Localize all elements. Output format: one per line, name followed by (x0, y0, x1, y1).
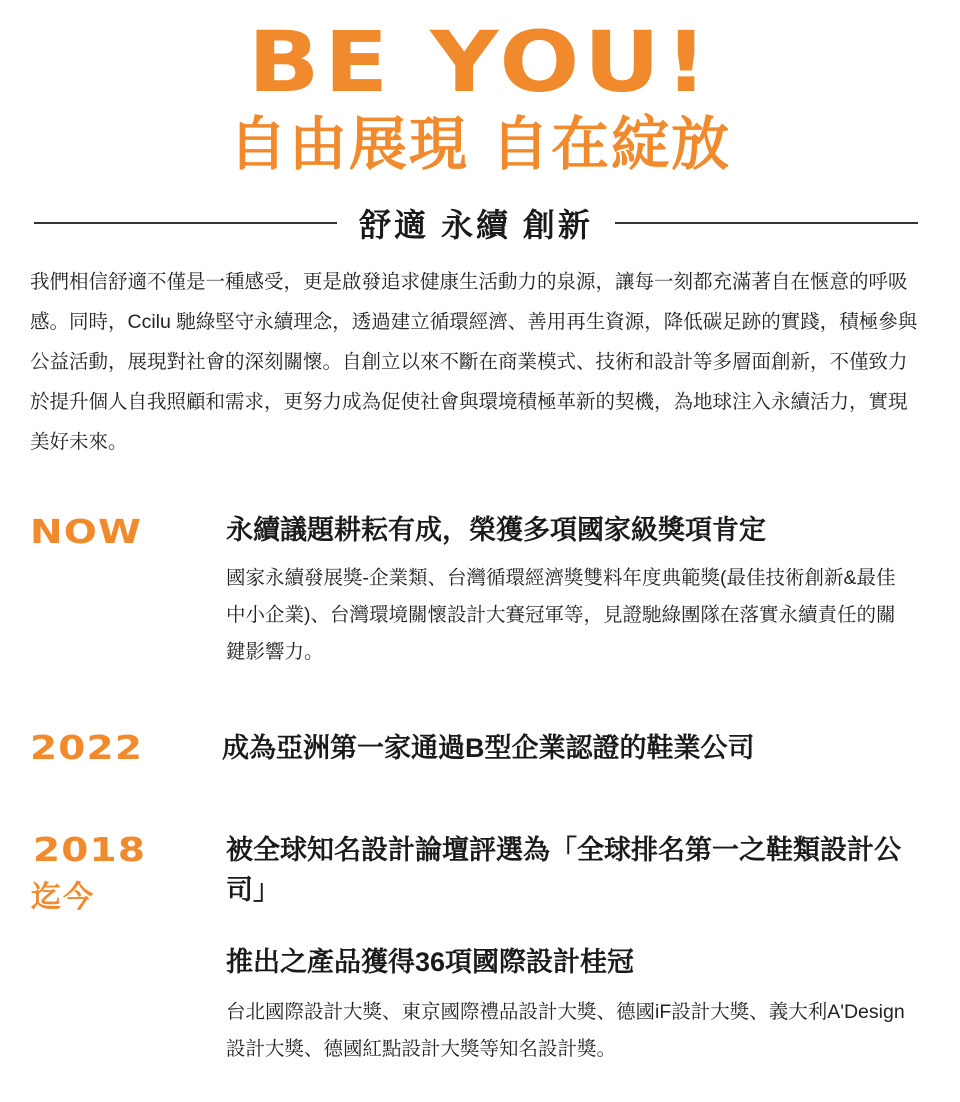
timeline-label-2018-sub: 迄今 (31, 881, 95, 914)
hero-title-zh: 自由展現 自在綻放 (228, 110, 732, 178)
timeline-title2-2018: 推出之產品獲得36項國際設計桂冠 (226, 947, 635, 977)
section-divider (34, 196, 918, 250)
divider-line-right (615, 222, 918, 224)
hero-title-en: BE YOU! (247, 13, 713, 111)
timeline-label-2018: 2018 (33, 830, 147, 869)
timeline-body-2018: 台北國際設計大獎、東京國際禮品設計大獎、德國iF設計大獎、義大利A'Design 設計大獎、德國紅點設計大獎等知名設計獎。 (226, 1001, 905, 1060)
timeline-label-now: NOW (30, 512, 143, 551)
divider-line-left (34, 222, 337, 224)
divider-heading: 舒適 永續 創新 (359, 207, 593, 243)
timeline-title-2018: 被全球知名設計論壇評選為「全球排名第一之鞋類設計公司」 (226, 835, 901, 905)
timeline-title-2022: 成為亞洲第一家通過B型企業認證的鞋業公司 (222, 733, 755, 763)
intro-paragraph: 我們相信舒適不僅是一種感受，更是啟發追求健康生活動力的泉源，讓每一刻都充滿著自在愜意的呼吸感。同時，Ccilu 馳綠堅守永續理念，透過建立循環經濟、善用再生資源，降低碳足跡的實踐，積極參與公益活動，展現對社會的深刻關懷。自創立以來不斷在商業模式、技術和設計等多層面創新，不僅致力於提升個人自我照顧和需求，更努力成為促使社會與環境積極革新的契機，為地球注入永續活力，實現美好未來。 (30, 271, 918, 453)
timeline-title-now: 永續議題耕耘有成，榮獲多項國家級獎項肯定 (226, 515, 766, 545)
timeline-body-now: 國家永續發展獎-企業類、台灣循環經濟獎雙料年度典範獎(最佳技術創新&最佳中小企業)、台灣環境關懷設計大賽冠軍等，見證馳綠團隊在落實永續責任的關鍵影響力。 (226, 567, 896, 663)
timeline-label-2022: 2022 (30, 728, 144, 767)
